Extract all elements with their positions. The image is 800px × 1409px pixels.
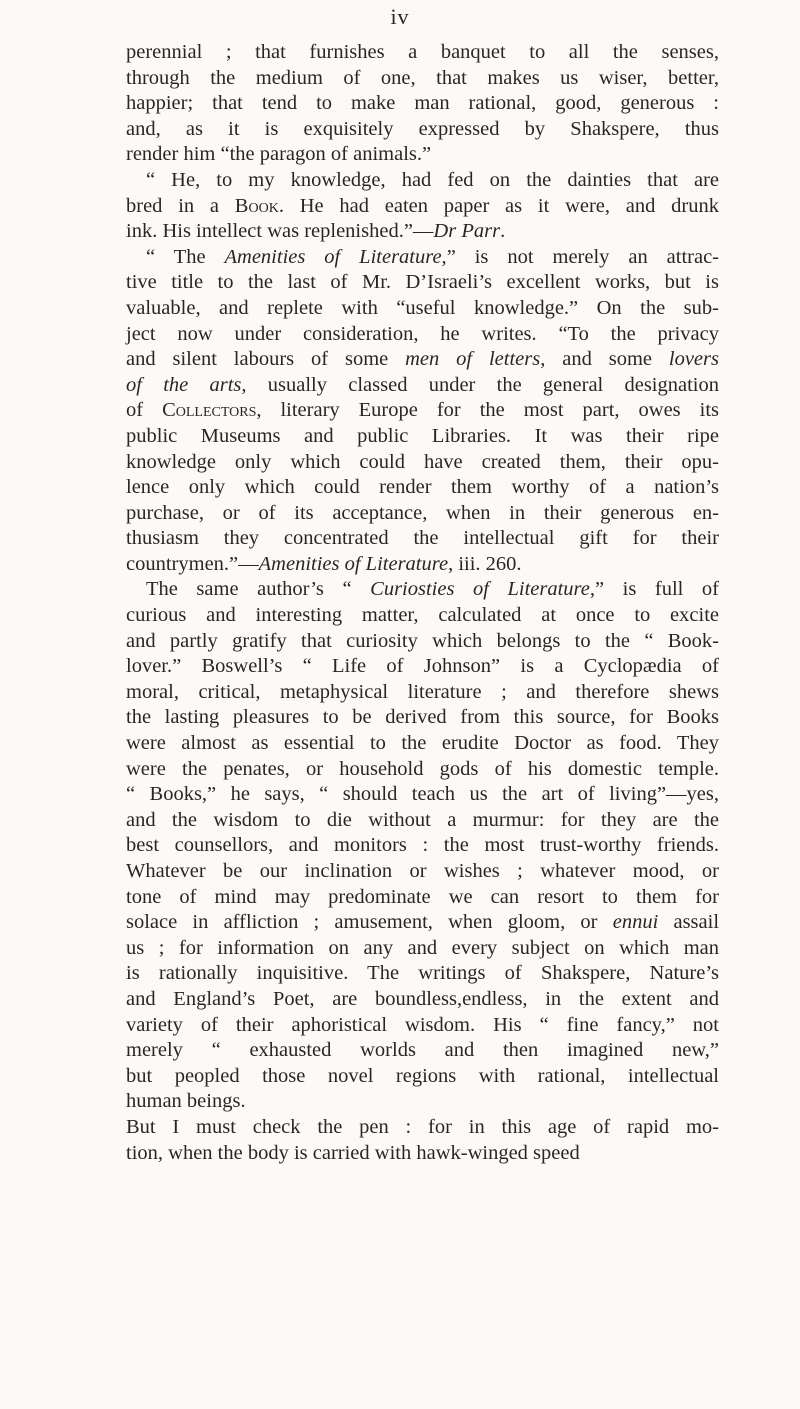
text-span: and partly gratify that curiosity which belongs to the “ Book- [126, 629, 719, 652]
text-line [126, 91, 719, 117]
text-line [126, 680, 719, 706]
text-line [126, 450, 719, 476]
text-line [126, 936, 719, 962]
text-line [126, 245, 719, 271]
text-span: “ He, to my knowledge, had fed on the dainties that are [146, 168, 719, 191]
text-span: us ; for information on any and every subject on which man [126, 936, 719, 959]
text-line [126, 782, 719, 808]
text-line [126, 398, 719, 424]
text-line [126, 270, 719, 296]
text-span: Whatever be our inclination or wishes ; whatever mood, or [126, 860, 719, 882]
text-span: were the penates, or household gods of his domestic temple. [126, 757, 719, 780]
text-line [126, 833, 719, 859]
italic-text: Dr Parr [433, 220, 501, 243]
text-line [126, 501, 719, 527]
text-line [126, 757, 719, 783]
text-line [126, 808, 719, 834]
text-line [126, 1115, 719, 1141]
text-span: assail [658, 911, 720, 934]
text-span: knowledge only which could have created them, their opu- [126, 450, 719, 473]
text-line [126, 1089, 719, 1115]
text-span: render him “the paragon of animals.” [126, 143, 432, 166]
text-span: variety of their aphoristical wisdom. His “ fine fancy,” not [126, 1013, 719, 1036]
text-span: ject now under consideration, he writes. “To the privacy [126, 322, 719, 345]
text-line [126, 654, 719, 680]
italic-text: men of letters [405, 348, 541, 371]
text-span: and silent labours of some [126, 348, 406, 371]
text-span: , iii. 260. [448, 552, 522, 575]
text-span: were almost as essential to the erudite Doctor as food. They [126, 732, 719, 755]
text-line [126, 961, 719, 987]
text-span: of [126, 399, 163, 422]
text-line [126, 1064, 719, 1090]
text-line [126, 705, 719, 731]
text-line [126, 40, 719, 66]
text-line [126, 142, 719, 168]
text-line [126, 322, 719, 348]
italic-text: Amenities of Literature [258, 552, 449, 575]
text-span: solace in affliction ; amusement, when gloom, or [126, 911, 613, 934]
small-caps-text: Collectors [162, 399, 257, 422]
text-line [126, 373, 719, 399]
body-text [126, 40, 719, 1166]
text-span: is rationally inquisitive. The writings of Shakspere, Nature’s [126, 962, 719, 985]
text-line [126, 731, 719, 757]
text-line [126, 526, 719, 552]
text-line [126, 859, 719, 885]
text-line [126, 66, 719, 92]
text-line [126, 1013, 719, 1039]
italic-text: ennui [612, 911, 659, 934]
text-span: ” is full of [595, 578, 719, 601]
text-span: purchase, or of its acceptance, when in their generous en- [126, 501, 719, 524]
text-span: perennial ; that furnishes a banquet to all the senses, [126, 41, 719, 63]
text-span: But I must check the pen : for in this age of rapid mo- [126, 1115, 719, 1138]
text-span: tion, when the body is carried with hawk-winged speed [126, 1141, 580, 1164]
text-line [126, 117, 719, 143]
text-span: . [500, 220, 506, 243]
text-line [126, 296, 719, 322]
text-span: countrymen.”— [126, 552, 259, 575]
text-line [126, 577, 719, 603]
text-span: bred in a [126, 194, 235, 217]
text-span: moral, critical, metaphysical literature ; and therefore shews [126, 680, 719, 703]
text-line [126, 552, 719, 578]
text-line [126, 1038, 719, 1064]
text-span: and, as it is exquisitely expressed by Shakspere, thus [126, 117, 719, 140]
text-span: “ The [146, 245, 225, 268]
text-span: “ Books,” he says, “ should teach us the art of living”—yes, [126, 783, 719, 806]
text-line [126, 1141, 719, 1167]
text-line [126, 629, 719, 655]
italic-text: Curiosties of Literature, [370, 578, 595, 601]
text-line [126, 475, 719, 501]
text-span: and England’s Poet, are boundless,endless, in the extent and [126, 987, 719, 1010]
text-span: public Museums and public Libraries. It was their ripe [126, 424, 719, 447]
text-span: tive title to the last of Mr. D’Israeli’s excellent works, but is [126, 271, 719, 294]
text-line [126, 987, 719, 1013]
text-span: , and some [540, 348, 669, 371]
italic-text: lovers [668, 348, 719, 371]
text-span: thusiasm they concentrated the intellectual gift for their [126, 527, 719, 550]
text-span: The same author’s “ [146, 578, 371, 601]
text-span: ” is not merely an attrac- [446, 245, 719, 268]
text-line [126, 910, 719, 936]
text-line [126, 219, 719, 245]
text-span: ink. His intellect was replenished.”— [126, 220, 434, 243]
text-line [126, 603, 719, 629]
text-span: the lasting pleasures to be derived from this source, for Books [126, 706, 719, 729]
text-span: , usually classed under the general designation [241, 373, 719, 396]
text-span: valuable, and replete with “useful knowledge.” On the sub- [126, 296, 719, 319]
text-span: best counsellors, and monitors : the most trust-worthy friends. [126, 834, 719, 857]
text-span: happier; that tend to make man rational, good, generous : [126, 92, 719, 115]
text-line [126, 194, 719, 220]
text-span: merely “ exhausted worlds and then imagined new,” [126, 1039, 719, 1062]
text-span: . He had eaten paper as it were, and drunk [278, 194, 719, 217]
text-span: lover.” Boswell’s “ Life of Johnson” is a Cyclopædia of [126, 655, 719, 678]
page-number: iv [390, 4, 410, 29]
small-caps-text: Book [234, 194, 279, 217]
italic-text: Amenities of Literature, [224, 245, 447, 268]
text-line [126, 168, 719, 194]
text-span: and the wisdom to die without a murmur: for they are the [126, 808, 719, 831]
text-line [126, 885, 719, 911]
text-line [126, 424, 719, 450]
text-line [126, 347, 719, 373]
text-span: , literary Europe for the most part, owes its [256, 399, 720, 422]
text-span: but peopled those novel regions with rational, intellectual [126, 1064, 719, 1087]
italic-text: of the arts [126, 373, 242, 396]
text-span: through the medium of one, that makes us wiser, better, [126, 66, 719, 89]
text-span: human beings. [126, 1090, 246, 1113]
text-span: tone of mind may predominate we can resort to them for [126, 885, 719, 908]
text-span: curious and interesting matter, calculated at once to excite [126, 604, 719, 627]
text-span: lence only which could render them worthy of a nation’s [126, 476, 719, 499]
